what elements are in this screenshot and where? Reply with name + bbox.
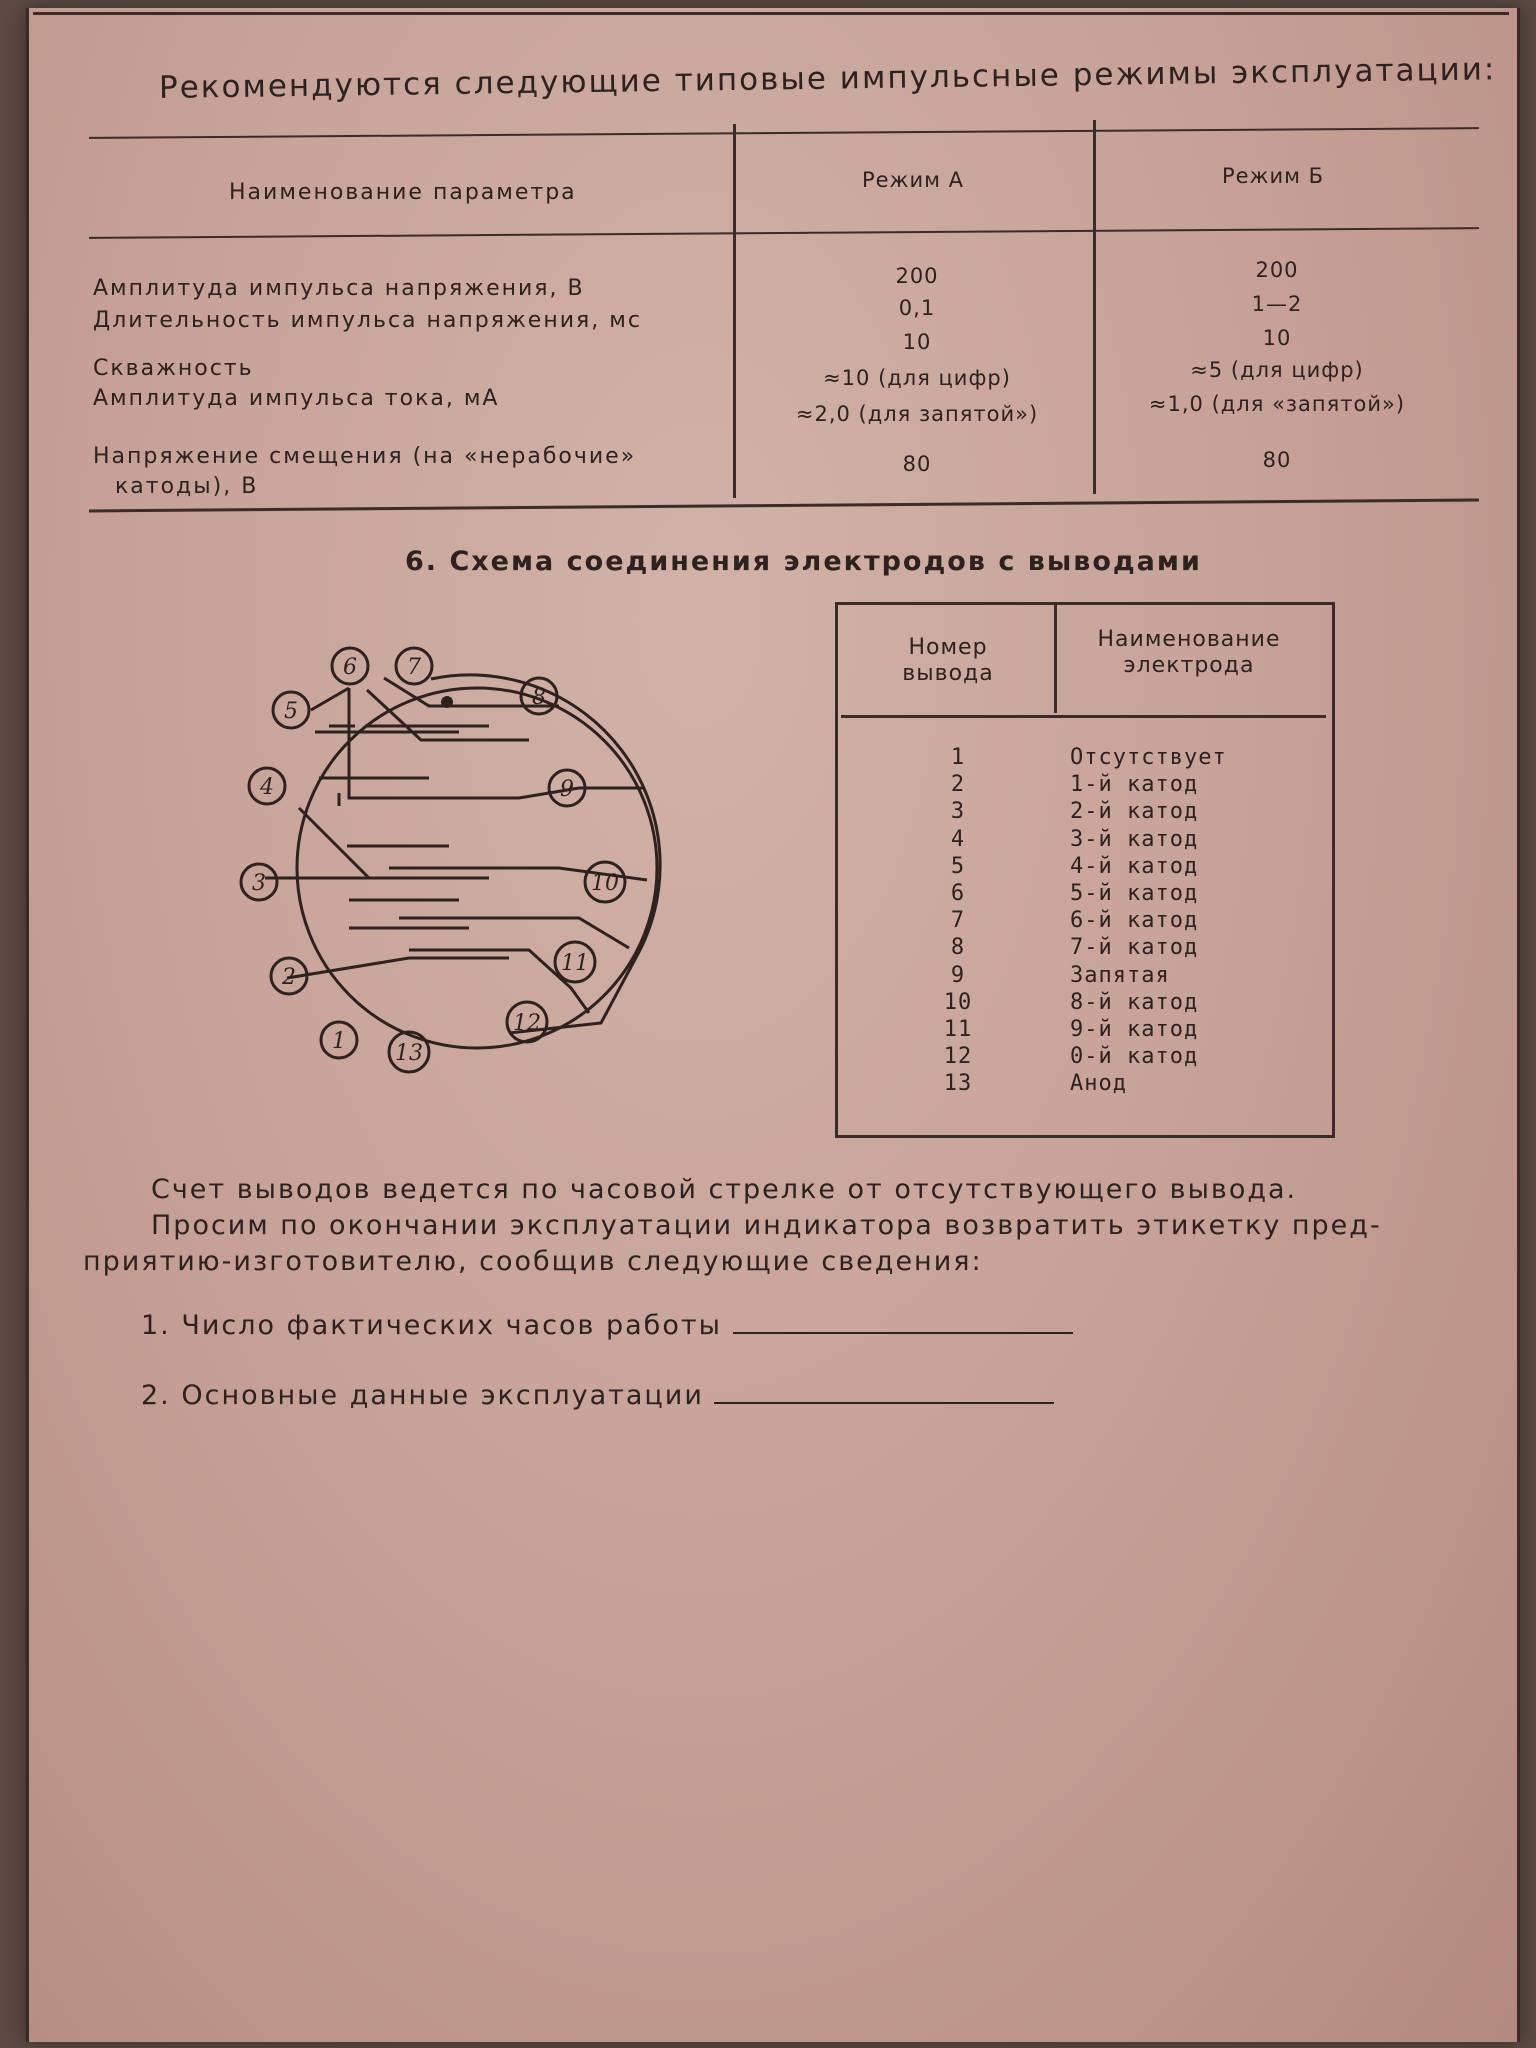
pin-row [838, 854, 1328, 881]
pin-label-2: 2 [282, 965, 296, 990]
pin-label-4: 4 [260, 775, 274, 800]
pin-number: 3 [950, 799, 966, 825]
pin-label-12: 12 [513, 1011, 541, 1036]
electrode-name: Анод [1070, 1071, 1127, 1097]
pin-table-col-divider [1054, 605, 1057, 713]
report-item-1-label: 1. Число фактических часов работы [141, 1310, 722, 1341]
pin-table-header-electrode-line1: Наименование [1097, 627, 1281, 652]
pin-assignment-table [835, 602, 1335, 1138]
pin-label-11: 11 [561, 951, 589, 976]
pin-row [838, 772, 1328, 799]
report-item-1 [141, 1310, 1073, 1341]
electrode-name: 3-й катод [1070, 826, 1199, 852]
pin-table-header-divider [841, 715, 1326, 718]
pin-table-header-number [878, 635, 1018, 687]
pin-row [838, 935, 1328, 962]
pin-row [838, 990, 1328, 1017]
column-header-mode-b: Режим Б [1221, 164, 1325, 188]
pin-row [838, 1044, 1328, 1071]
pin-label-1: 1 [332, 1029, 346, 1054]
report-item-2 [141, 1380, 1054, 1411]
pin-table-header-electrode [1064, 627, 1314, 679]
mode-b-value-5: ≈1,0 (для «запятой») [1148, 392, 1406, 416]
pin-number: 4 [950, 826, 966, 852]
mode-b-value-3: 10 [1262, 326, 1292, 350]
electrode-name: 7-й катод [1070, 935, 1199, 961]
anode-outline [431, 675, 660, 1033]
param-row-6: Напряжение смещения (на «нерабочие» [93, 444, 637, 469]
electrode-name: 5-й катод [1070, 880, 1199, 906]
pin-number: 7 [950, 908, 966, 934]
electrode-name: Запятая [1070, 962, 1170, 988]
column-header-mode-a: Режим А [861, 168, 965, 192]
footer-line-2: Просим по окончании эксплуатации индикатора возвратить этикетку пред- [151, 1210, 1382, 1241]
lead-2 [287, 958, 509, 978]
mode-b-value-2: 1—2 [1251, 292, 1303, 316]
pin-label-7: 7 [407, 655, 421, 680]
pin-number: 6 [950, 880, 966, 906]
lead-5 [311, 688, 349, 710]
electrode-name: 4-й катод [1070, 853, 1199, 879]
footer-line-1: Счет выводов ведется по часовой стрелке от отсутствующего вывода. [151, 1174, 1298, 1205]
pin-number: 11 [943, 1016, 973, 1042]
electrode-name: 0-й катод [1070, 1044, 1199, 1070]
mode-a-value-4: ≈10 (для цифр) [823, 366, 1011, 390]
mode-a-value-5: ≈2,0 (для запятой») [795, 402, 1039, 426]
pin-row [838, 745, 1328, 772]
pin-row [838, 827, 1328, 854]
footer-line-3: приятию-изготовителю, сообщив следующие сведения: [83, 1246, 983, 1277]
pin-row [838, 881, 1328, 908]
mode-a-value-3: 10 [902, 330, 932, 354]
pin-table-header-number-line1: Номер [908, 635, 988, 660]
param-row-4: Амплитуда импульса тока, мА [93, 386, 500, 411]
pin-number: 2 [950, 772, 966, 798]
pin-number: 8 [950, 935, 966, 961]
pin-number: 13 [943, 1071, 973, 1097]
comma-dot [441, 696, 453, 708]
column-header-parameter: Наименование параметра [229, 180, 577, 205]
table-col-divider-2 [1093, 120, 1096, 494]
pin-row [838, 908, 1328, 935]
pin-table-header-electrode-line2: электрода [1123, 653, 1255, 678]
pin-label-10: 10 [591, 871, 619, 896]
pin-label-9: 9 [560, 777, 574, 802]
pin-row [838, 963, 1328, 990]
pin-number: 10 [943, 989, 973, 1015]
pin-table-rows [838, 745, 1328, 1098]
pin-row [838, 799, 1328, 826]
pin-number: 1 [950, 745, 966, 770]
table-col-divider-1 [733, 124, 736, 498]
report-item-2-blank-line[interactable] [714, 1396, 1054, 1404]
electrode-name: 6-й катод [1070, 908, 1199, 934]
param-row-3: Скважность [93, 356, 254, 381]
report-item-2-label: 2. Основные данные эксплуатации [141, 1380, 704, 1411]
electrode-name: 1-й катод [1070, 772, 1199, 798]
mode-a-value-6: 80 [902, 452, 932, 476]
modes-heading: Рекомендуются следующие типовые импульсные режимы эксплуатации: [158, 51, 1497, 106]
document-sheet [26, 8, 1520, 2042]
param-row-1: Амплитуда импульса напряжения, В [93, 276, 585, 301]
pin-label-13: 13 [395, 1041, 423, 1066]
electrode-name: Отсутствует [1070, 745, 1227, 770]
electrode-name: 2-й катод [1070, 799, 1199, 825]
param-row-7: катоды), В [115, 474, 259, 499]
pin-label-6: 6 [343, 655, 357, 680]
section-title: 6. Схема соединения электродов с выводами [405, 546, 1202, 577]
mode-a-value-2: 0,1 [898, 296, 936, 320]
mode-b-value-4: ≈5 (для цифр) [1190, 358, 1364, 382]
lead-11 [399, 918, 629, 948]
pin-number: 12 [943, 1044, 973, 1070]
pin-label-8: 8 [532, 685, 546, 710]
mode-a-value-1: 200 [895, 264, 939, 288]
pinout-diagram [229, 628, 729, 1088]
pin-number: 9 [950, 962, 966, 988]
pin-row [838, 1071, 1328, 1098]
pin-row [838, 1017, 1328, 1044]
pin-table-header-number-line2: вывода [902, 661, 994, 686]
mode-b-value-6: 80 [1262, 448, 1292, 472]
pin-label-5: 5 [284, 699, 298, 724]
electrode-name: 9-й катод [1070, 1016, 1199, 1042]
param-row-2: Длительность импульса напряжения, мс [93, 308, 642, 333]
pin-label-3: 3 [252, 871, 266, 896]
pin-number: 5 [950, 853, 966, 879]
mode-b-value-1: 200 [1255, 258, 1299, 282]
report-item-1-blank-line[interactable] [733, 1326, 1073, 1334]
electrode-name: 8-й катод [1070, 989, 1199, 1015]
lead-9 [359, 788, 645, 798]
